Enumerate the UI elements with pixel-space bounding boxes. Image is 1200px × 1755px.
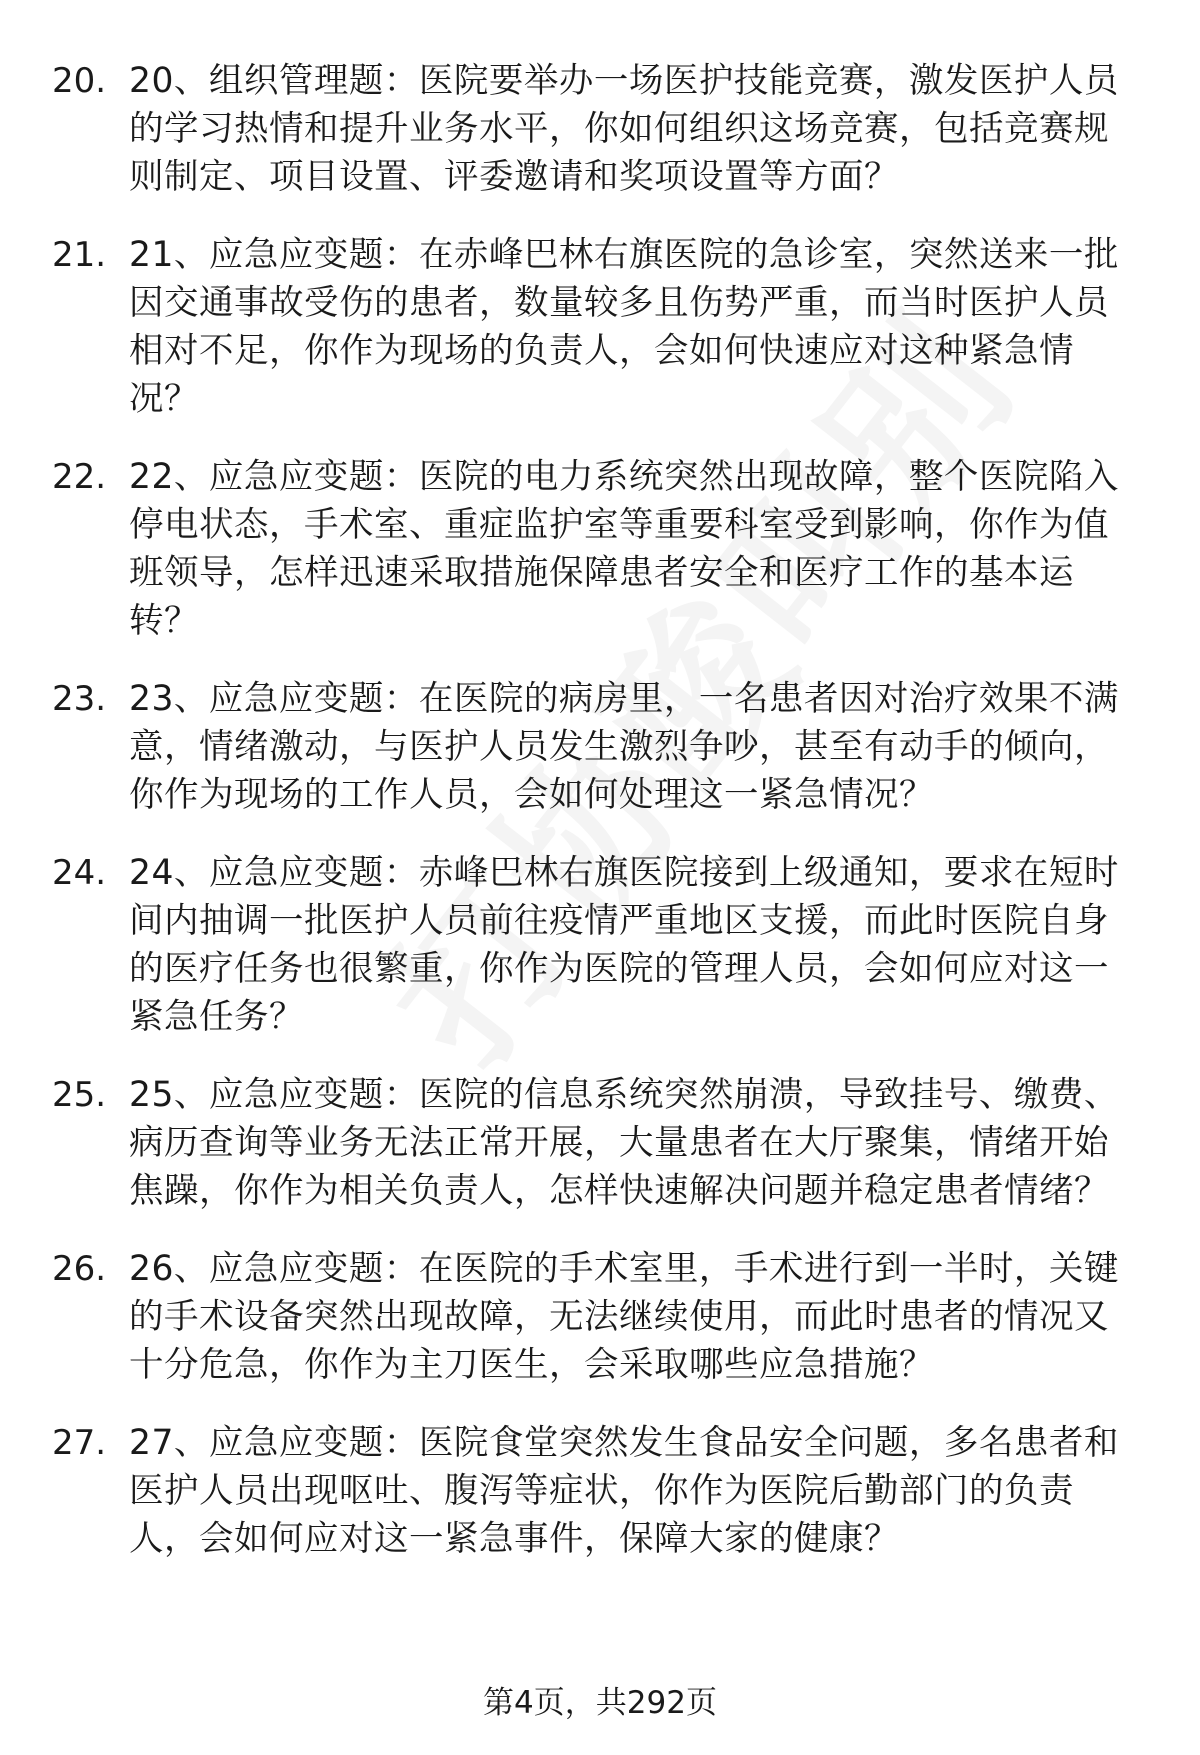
list-item <box>0 231 1200 423</box>
list-number: 25. <box>52 1075 107 1115</box>
list-item <box>0 453 1200 645</box>
list-number: 26. <box>52 1249 107 1289</box>
list-number: 20. <box>52 61 107 101</box>
list-number: 21. <box>52 235 107 275</box>
list-number: 24. <box>52 853 107 893</box>
question-text: 21、应急应变题：在赤峰巴林右旗医院的急诊室，突然送来一批因交通事故受伤的患者，数量较多且伤势严重，而当时医护人员相对不足，你作为现场的负责人，会如何快速应对这种紧急情况？ <box>129 235 1119 419</box>
list-item <box>0 1071 1200 1215</box>
list-number: 22. <box>52 457 107 497</box>
list-item <box>0 849 1200 1041</box>
list-item <box>0 1419 1200 1563</box>
list-number: 27. <box>52 1423 107 1463</box>
question-text: 24、应急应变题：赤峰巴林右旗医院接到上级通知，要求在短时间内抽调一批医护人员前往疫情严重地区支援，而此时医院自身的医疗任务也很繁重，你作为医院的管理人员，会如何应对这一紧急任务？ <box>129 853 1119 1037</box>
list-number: 23. <box>52 679 107 719</box>
list-item <box>0 1245 1200 1389</box>
question-text: 27、应急应变题：医院食堂突然发生食品安全问题，多名患者和医护人员出现呕吐、腹泻等症状，你作为医院后勤部门的负责人，会如何应对这一紧急事件，保障大家的健康？ <box>129 1423 1119 1559</box>
question-text: 20、组织管理题：医院要举办一场医护技能竞赛，激发医护人员的学习热情和提升业务水平，你如何组织这场竞赛，包括竞赛规则制定、项目设置、评委邀请和奖项设置等方面？ <box>129 61 1119 197</box>
list-item <box>0 57 1200 201</box>
question-text: 23、应急应变题：在医院的病房里，一名患者因对治疗效果不满意，情绪激动，与医护人员发生激烈争吵，甚至有动手的倾向，你作为现场的工作人员，会如何处理这一紧急情况？ <box>129 679 1119 815</box>
question-text: 25、应急应变题：医院的信息系统突然崩溃，导致挂号、缴费、病历查询等业务无法正常开展，大量患者在大厅聚集，情绪开始焦躁，你作为相关负责人，怎样快速解决问题并稳定患者情绪？ <box>129 1075 1119 1211</box>
question-list <box>0 57 1200 1593</box>
question-text: 26、应急应变题：在医院的手术室里，手术进行到一半时，关键的手术设备突然出现故障，无法继续使用，而此时患者的情况又十分危急，你作为主刀医生，会采取哪些应急措施？ <box>129 1249 1119 1385</box>
list-item <box>0 675 1200 819</box>
page-footer: 第4页，共292页 <box>483 1685 717 1721</box>
question-text: 22、应急应变题：医院的电力系统突然出现故障，整个医院陷入停电状态，手术室、重症监护室等重要科室受到影响，你作为值班领导，怎样迅速采取措施保障患者安全和医疗工作的基本运转？ <box>129 457 1119 641</box>
